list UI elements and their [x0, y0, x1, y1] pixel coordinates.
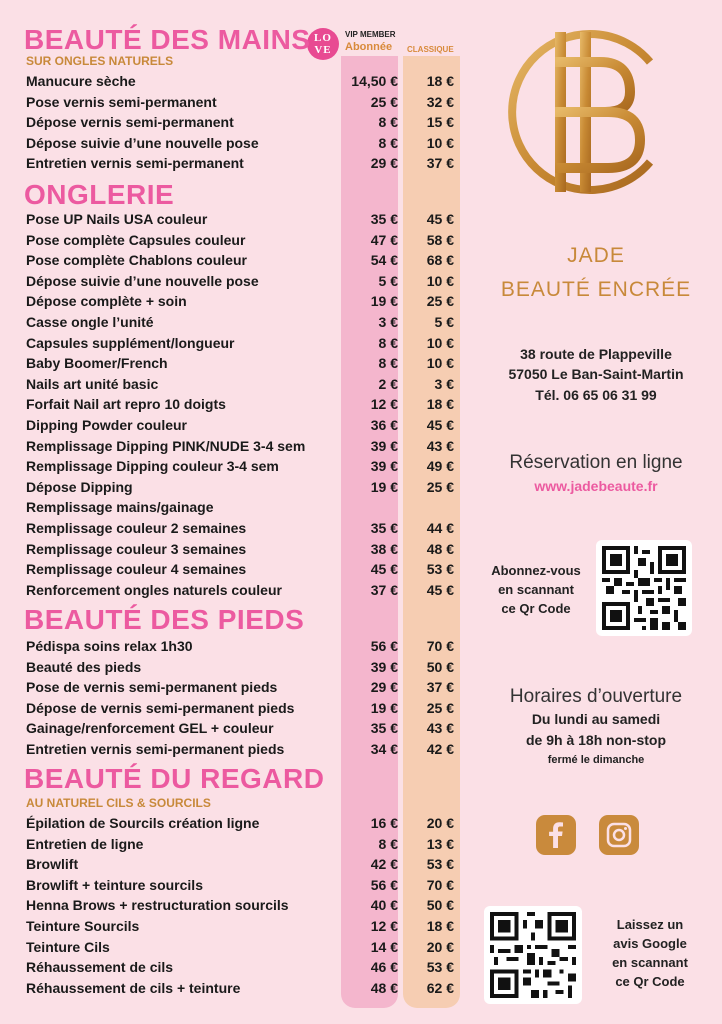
service-name: Manucure sèche — [26, 73, 136, 89]
vip-price: 42 € — [370, 856, 398, 873]
price-row — [24, 657, 464, 677]
service-name: Teinture Cils — [26, 938, 110, 955]
section-title-mains: BEAUTÉ DES MAINS — [24, 24, 311, 55]
classic-price: 10 € — [426, 134, 454, 151]
closed-day: fermé le dimanche — [547, 754, 645, 766]
service-name: Remplissage Dipping PINK/NUDE 3-4 sem — [26, 437, 306, 454]
service-name: Teinture Sourcils — [26, 918, 140, 934]
vip-price: 45 € — [370, 561, 398, 578]
price-row — [24, 353, 464, 373]
service-name: Remplissage Dipping couleur 3-4 sem — [26, 458, 279, 475]
price-row — [24, 916, 464, 936]
vip-price: 19 € — [370, 699, 398, 716]
vip-price: 47 € — [370, 231, 398, 248]
price-row — [24, 250, 464, 270]
service-name: Baby Boomer/French — [26, 355, 168, 372]
classic-price: 48 € — [426, 540, 454, 557]
classic-price: 62 € — [426, 979, 454, 996]
service-name: Entretien vernis semi-permanent — [26, 155, 244, 172]
price-row — [24, 937, 464, 957]
love-badge: LO VE — [307, 28, 339, 60]
price-row — [24, 895, 464, 915]
section-title-regard: BEAUTÉ DU REGARD — [24, 763, 325, 794]
price-row — [24, 71, 464, 91]
classic-price: 49 € — [426, 458, 454, 475]
reservation-title: Réservation en ligne — [509, 452, 683, 473]
opening-times: de 9h à 18h non-stop — [525, 732, 666, 748]
price-row — [24, 133, 464, 153]
review-line: en scannant — [612, 955, 688, 970]
vip-price: 19 € — [370, 478, 398, 495]
classic-price: 20 € — [426, 938, 454, 955]
service-name: Pose complète Capsules couleur — [26, 231, 246, 248]
service-name: Dépose suivie d’une nouvelle pose — [26, 272, 259, 289]
website-link[interactable]: www.jadebeaute.fr — [534, 478, 658, 494]
service-name: Dépose complète + soin — [26, 293, 187, 310]
classic-price: 50 € — [426, 897, 454, 914]
classic-price: 42 € — [426, 741, 454, 757]
section-subtitle-mains: SUR ONGLES NATURELS — [26, 54, 174, 68]
vip-price: 16 € — [370, 815, 398, 831]
subscribe-qr-code[interactable] — [596, 540, 692, 636]
review-line: ce Qr Code — [615, 974, 685, 989]
vip-price: 3 € — [378, 314, 398, 330]
vip-price: 25 € — [370, 93, 398, 110]
price-column-header — [307, 28, 467, 60]
classic-price: 5 € — [434, 314, 454, 330]
vip-price: 2 € — [378, 375, 398, 392]
classic-price: 45 € — [426, 417, 454, 433]
service-name: Dépose suivie d’une nouvelle pose — [26, 134, 259, 151]
classic-price: 43 € — [426, 720, 454, 737]
instagram-icon[interactable] — [599, 815, 639, 855]
service-name: Réhaussement de cils — [26, 959, 174, 976]
service-name: Beauté des pieds — [26, 658, 142, 675]
qr-code-icon — [490, 912, 576, 998]
vip-price: 39 € — [370, 437, 398, 454]
service-name: Pose vernis semi-permanent — [26, 93, 217, 110]
service-name: Remplissage mains/gainage — [26, 499, 214, 516]
review-line: Laissez un — [616, 917, 684, 932]
service-name: Capsules supplément/longueur — [26, 334, 235, 351]
price-row — [24, 518, 464, 538]
classic-price: 53 € — [426, 561, 454, 578]
service-name: Remplissage couleur 3 semaines — [26, 540, 247, 557]
price-row — [24, 477, 464, 497]
vip-price: 8 € — [378, 114, 398, 131]
price-row — [24, 271, 464, 291]
service-name: Remplissage couleur 4 semaines — [26, 561, 247, 578]
service-name: Gainage/renforcement GEL + couleur — [26, 720, 274, 737]
service-name: Pédispa soins relax 1h30 — [26, 638, 193, 654]
price-row — [24, 394, 464, 414]
classic-price: 18 € — [426, 396, 454, 413]
classic-price: 53 € — [426, 856, 454, 873]
price-row — [24, 677, 464, 697]
price-row — [24, 415, 464, 435]
service-name: Dépose vernis semi-permanent — [26, 114, 234, 131]
service-name: Forfait Nail art repro 10 doigts — [26, 396, 226, 413]
opening-hours-title: Horaires d’ouverture — [509, 686, 683, 707]
classic-price: 50 € — [426, 658, 454, 675]
price-row — [24, 312, 464, 332]
price-row — [24, 559, 464, 579]
price-row — [24, 957, 464, 977]
price-row — [24, 813, 464, 833]
classic-price: 43 € — [426, 437, 454, 454]
section-subtitle-regard: AU NATUREL CILS & SOURCILS — [26, 796, 211, 810]
vip-price: 29 € — [370, 679, 398, 696]
price-row — [24, 539, 464, 559]
classic-price: 10 € — [426, 355, 454, 372]
price-row — [24, 92, 464, 112]
classic-price: 15 € — [426, 114, 454, 131]
subscribe-line: en scannant — [498, 582, 574, 597]
service-name: Épilation de Sourcils création ligne — [26, 815, 260, 831]
classic-price: 10 € — [426, 272, 454, 289]
vip-price: 37 € — [370, 581, 398, 598]
classic-price: 25 € — [426, 699, 454, 716]
vip-price: 39 € — [370, 458, 398, 475]
classic-price: 25 € — [426, 293, 454, 310]
classic-price: 18 € — [426, 918, 454, 934]
vip-price: 34 € — [370, 741, 398, 757]
classic-price: 70 € — [426, 638, 454, 654]
classic-price: 13 € — [426, 835, 454, 852]
google-review-text — [584, 915, 716, 991]
price-row — [24, 875, 464, 895]
vip-price: 14,50 € — [351, 73, 398, 89]
classique-label: CLASSIQUE — [407, 45, 454, 54]
vip-price: 35 € — [370, 211, 398, 227]
classic-price: 70 € — [426, 876, 454, 893]
service-name: Henna Brows + restructuration sourcils — [26, 897, 289, 914]
subscribe-text — [474, 561, 598, 618]
vip-price: 29 € — [370, 155, 398, 172]
info-panel — [470, 0, 722, 1024]
price-row — [24, 112, 464, 132]
price-row — [24, 978, 464, 998]
vip-price: 46 € — [370, 959, 398, 976]
service-name: Browlift + teinture sourcils — [26, 876, 203, 893]
price-row — [24, 374, 464, 394]
vip-price: 14 € — [370, 938, 398, 955]
service-name: Pose complète Chablons couleur — [26, 252, 247, 269]
vip-price: 19 € — [370, 293, 398, 310]
price-row — [24, 209, 464, 229]
vip-price: 12 € — [370, 918, 398, 934]
classic-price: 25 € — [426, 478, 454, 495]
phone-number: Tél. 06 65 06 31 99 — [535, 387, 657, 403]
service-name: Dépose Dipping — [26, 478, 133, 495]
service-name: Réhaussement de cils + teinture — [26, 979, 241, 996]
classic-price: 10 € — [426, 334, 454, 351]
brand-name: JADE — [567, 244, 625, 267]
vip-price: 56 € — [370, 638, 398, 654]
classic-price: 58 € — [426, 231, 454, 248]
address-city: 57050 Le Ban-Saint-Martin — [508, 366, 684, 382]
vip-price: 56 € — [370, 876, 398, 893]
service-name: Pose de vernis semi-permanent pieds — [26, 679, 278, 696]
abonnee-label: Abonnée — [345, 41, 393, 53]
review-line: avis Google — [613, 936, 687, 951]
vip-price: 8 € — [378, 334, 398, 351]
vip-price: 35 € — [370, 720, 398, 737]
section-title-onglerie: ONGLERIE — [24, 179, 175, 210]
price-row — [24, 456, 464, 476]
vip-price: 40 € — [370, 897, 398, 914]
vip-price: 5 € — [378, 272, 398, 289]
classic-price: 45 € — [426, 211, 454, 227]
classic-price: 44 € — [426, 520, 454, 536]
address-street: 38 route de Plappeville — [520, 346, 672, 362]
service-name: Dipping Powder couleur — [26, 417, 188, 433]
vip-price: 54 € — [370, 252, 398, 269]
service-name: Entretien de ligne — [26, 835, 144, 852]
service-name: Entretien vernis semi-permanent pieds — [26, 741, 285, 757]
service-name: Renforcement ongles naturels couleur — [26, 581, 282, 598]
service-name: Nails art unité basic — [26, 375, 159, 392]
price-row — [24, 153, 464, 173]
classic-price: 18 € — [426, 73, 454, 89]
price-row — [24, 854, 464, 874]
vip-price: 12 € — [370, 396, 398, 413]
subscribe-line: Abonnez-vous — [491, 563, 581, 578]
service-name: Remplissage couleur 2 semaines — [26, 520, 247, 536]
jb-monogram-icon — [500, 22, 680, 202]
classic-price: 3 € — [434, 375, 454, 392]
classic-price: 37 € — [426, 679, 454, 696]
brand-tagline: BEAUTÉ ENCRÉE — [500, 278, 692, 301]
classic-price: 32 € — [426, 93, 454, 110]
vip-price: 38 € — [370, 540, 398, 557]
price-row — [24, 436, 464, 456]
facebook-icon[interactable] — [536, 815, 576, 855]
section-title-pieds: BEAUTÉ DES PIEDS — [24, 604, 305, 635]
vip-price: 39 € — [370, 658, 398, 675]
classic-price: 37 € — [426, 155, 454, 172]
vip-price: 8 € — [378, 134, 398, 151]
price-row — [24, 497, 464, 517]
service-name: Dépose de vernis semi-permanent pieds — [26, 699, 295, 716]
subscribe-line: ce Qr Code — [501, 601, 571, 616]
price-row — [24, 580, 464, 600]
google-review-qr-code[interactable] — [484, 906, 582, 1004]
vip-price: 8 € — [378, 835, 398, 852]
service-name: Pose UP Nails USA couleur — [26, 211, 208, 227]
price-row — [24, 333, 464, 353]
price-row — [24, 739, 464, 759]
vip-price: 48 € — [370, 979, 398, 996]
classic-price: 45 € — [426, 581, 454, 598]
price-row — [24, 230, 464, 250]
vip-price: 36 € — [370, 417, 398, 433]
price-row — [24, 291, 464, 311]
price-row — [24, 834, 464, 854]
classic-price: 53 € — [426, 959, 454, 976]
price-row — [24, 698, 464, 718]
vip-price: 8 € — [378, 355, 398, 372]
price-row — [24, 718, 464, 738]
qr-code-icon — [602, 546, 686, 630]
vip-member-label: VIP MEMBER — [345, 30, 396, 39]
service-name: Casse ongle l’unité — [26, 314, 154, 330]
service-name: Browlift — [26, 856, 79, 873]
price-row — [24, 636, 464, 656]
opening-days: Du lundi au samedi — [531, 711, 661, 727]
classic-price: 68 € — [426, 252, 454, 269]
classic-price: 20 € — [426, 815, 454, 831]
vip-price: 35 € — [370, 520, 398, 536]
